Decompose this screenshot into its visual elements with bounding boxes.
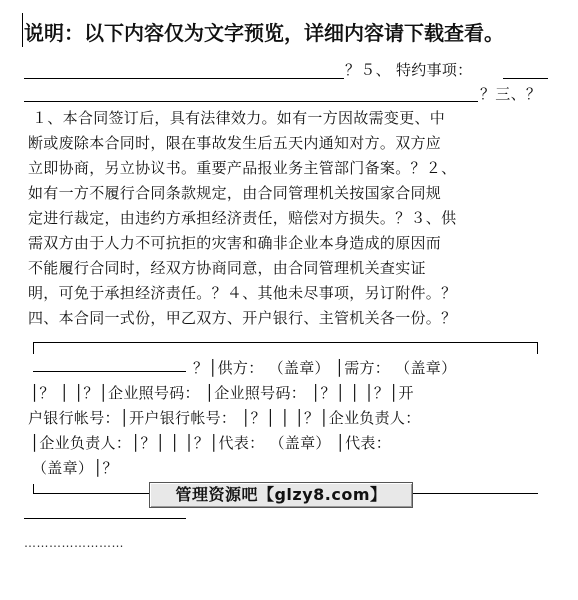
underline-blank [503,78,548,79]
table-left-border [33,342,34,354]
body-line: 定进行裁定，由违约方承担经济责任，赔偿对方损失。？３、供 [28,209,457,227]
table-line: （盖章）│？ [32,459,118,477]
table-top-border [33,342,538,343]
body-line: 需双方由于人力不可抗拒的灾害和确非企业本身造成的原因而 [28,234,442,252]
site-logo-banner[interactable]: 管理资源吧【glzy8.com】 [149,482,413,508]
underline-blank [24,518,186,519]
body-line: １、本合同签订后，具有法律效力。如有一方因故需变更、中 [32,109,446,127]
body-line: 如有一方不履行合同条款规定，由合同管理机关按国家合同规 [28,184,442,202]
preview-notice: 说明：以下内容仅为文字预览，详细内容请下载查看。 [24,21,504,45]
body-line: 断或废除本合同时，限在事故发生后五天内通知对方。双方应 [28,134,442,152]
table-line: │企业负责人：│？│ │ │？│代表： （盖章） │代表： [30,434,391,452]
text-cursor [22,13,23,47]
section-three-heading: ？三、？ [480,85,542,103]
underline-blank [33,371,186,372]
table-line: │？ │ │？│企业照号码： │企业照号码： │？│ │ │？│开 [30,384,414,402]
table-line: 户银行帐号：│开户银行帐号： │？│ │ │？│企业负责人： [28,409,421,427]
body-line: 四、本合同一式份，甲乙双方、开户银行、主管机关各一份。？ [28,309,457,327]
footer-ellipsis: …………………… [24,536,124,550]
table-right-border [537,342,538,354]
underline-blank [24,101,478,102]
body-line: 不能履行合同时，经双方协商同意，由合同管理机关查实证 [28,259,426,277]
body-line: 明，可免于承担经济责任。？４、其他未尽事项，另订附件。？ [28,284,457,302]
underline-blank [24,78,344,79]
special-terms-line: ？５、 特约事项： [345,61,473,79]
body-line: 立即协商，另立协议书。重要产品报业务主管部门备案。？２、 [28,159,457,177]
table-line: ？│供方： （盖章） │需方： （盖章） [193,359,457,377]
